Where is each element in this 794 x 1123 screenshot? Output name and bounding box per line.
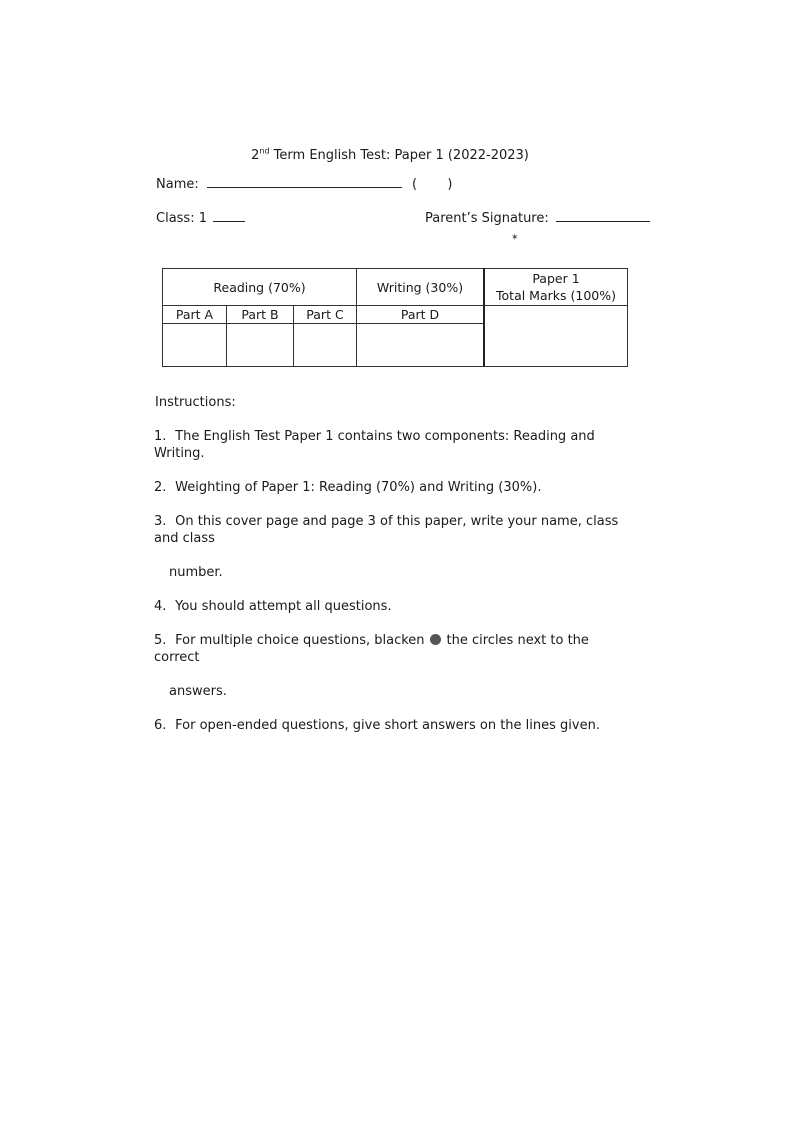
name-field[interactable] bbox=[207, 175, 402, 188]
pen-mark-icon: ✶ bbox=[511, 233, 519, 243]
class-number-close-paren: ) bbox=[447, 177, 453, 192]
part-d-header: Part D bbox=[357, 306, 485, 324]
signature-label: Parent’s Signature: bbox=[425, 211, 549, 226]
total-marks-header: Paper 1 Total Marks (100%) bbox=[484, 269, 628, 306]
part-b-header: Part B bbox=[227, 306, 294, 324]
name-row bbox=[156, 175, 452, 192]
part-d-score-cell[interactable] bbox=[357, 324, 485, 367]
instruction-item: 2. Weighting of Paper 1: Reading (70%) and Writing (30%). bbox=[154, 480, 542, 495]
name-label: Name: bbox=[156, 177, 199, 192]
writing-header: Writing (30%) bbox=[357, 269, 485, 306]
part-b-score-cell[interactable] bbox=[227, 324, 294, 367]
signature-row bbox=[425, 209, 650, 226]
instructions-list bbox=[154, 428, 634, 751]
title-superscript: nd bbox=[259, 146, 270, 156]
part-c-score-cell[interactable] bbox=[294, 324, 357, 367]
part-c-header: Part C bbox=[294, 306, 357, 324]
part-a-score-cell[interactable] bbox=[163, 324, 227, 367]
instruction-item: 5. For multiple choice questions, blacken the circles next to the correct answers. bbox=[154, 633, 589, 699]
marks-table bbox=[162, 268, 628, 367]
filled-circle-icon bbox=[430, 634, 441, 645]
instruction-item: 3. On this cover page and page 3 of this paper, write your name, class and class number. bbox=[154, 514, 619, 580]
class-row bbox=[156, 209, 245, 226]
page-title: 2nd Term English Test: Paper 1 (2022-2023) bbox=[251, 146, 529, 163]
class-field[interactable] bbox=[213, 209, 245, 222]
class-number-open-paren: ( bbox=[412, 177, 418, 192]
class-label: Class: 1 bbox=[156, 211, 207, 226]
instruction-item: 6. For open-ended questions, give short answers on the lines given. bbox=[154, 718, 600, 733]
instruction-item: 4. You should attempt all questions. bbox=[154, 599, 392, 614]
total-marks-cell[interactable] bbox=[484, 306, 628, 367]
instruction-item: 1. The English Test Paper 1 contains two components: Reading and Writing. bbox=[154, 429, 595, 461]
reading-header: Reading (70%) bbox=[163, 269, 357, 306]
instructions-heading: Instructions: bbox=[155, 395, 236, 410]
part-a-header: Part A bbox=[163, 306, 227, 324]
signature-field[interactable] bbox=[556, 209, 650, 222]
